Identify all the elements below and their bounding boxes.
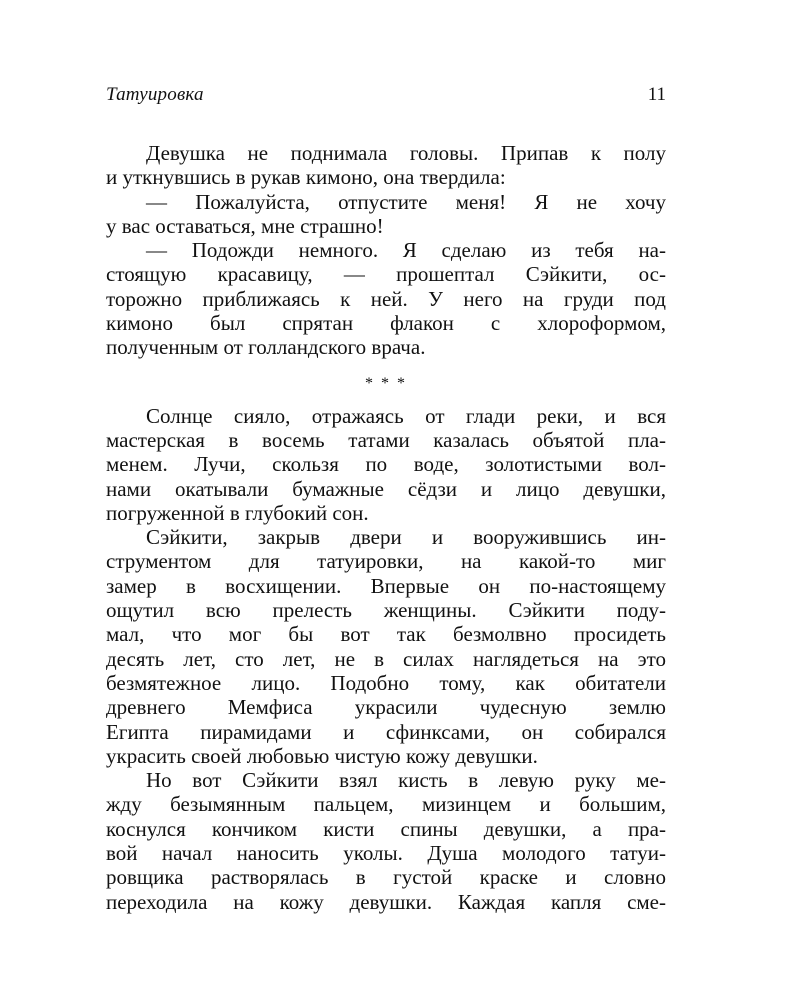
- text-line: замер в восхищении. Впервые он по-настоящему: [106, 573, 666, 598]
- text-line: десять лет, сто лет, не в силах наглядеться на это: [106, 646, 666, 671]
- text-line: коснулся кончиком кисти спины девушки, а пра-: [106, 816, 666, 841]
- text-line: струментом для татуировки, на какой-то миг: [106, 549, 666, 574]
- text-line: древнего Мемфиса украсили чудесную землю: [106, 695, 666, 720]
- text-line: украсить своей любовью чистую кожу девушки.: [106, 743, 538, 768]
- text-line: Египта пирамидами и сфинксами, он собирался: [106, 719, 666, 744]
- text-line: Но вот Сэйкити взял кисть в левую руку ме-: [146, 768, 666, 793]
- text-line: менем. Лучи, скользя по воде, золотистыми вол-: [106, 452, 666, 477]
- body-text: [106, 141, 666, 914]
- text-line: переходила на кожу девушки. Каждая капля сме-: [106, 889, 666, 914]
- text-line: Солнце сияло, отражаясь от глади реки, и вся: [146, 403, 666, 428]
- text-line: и уткнувшись в рукав кимоно, она твердила:: [106, 165, 506, 190]
- section-separator: * * *: [365, 374, 407, 392]
- text-line: безмятежное лицо. Подобно тому, как обитатели: [106, 670, 666, 695]
- running-header: [106, 82, 666, 108]
- text-line: торожно приближаясь к ней. У него на груди под: [106, 286, 666, 311]
- chapter-title: Татуировка: [106, 84, 204, 105]
- text-line: вой начал наносить уколы. Душа молодого татуи-: [106, 841, 666, 866]
- text-line: мал, что мог бы вот так безмолвно просидеть: [106, 622, 666, 647]
- text-section-2: [106, 404, 666, 914]
- text-line: мастерская в восемь татами казалась объятой пла-: [106, 427, 666, 452]
- text-line: ровщика растворялась в густой краске и словно: [106, 865, 666, 890]
- text-line: у вас оставаться, мне страшно!: [106, 213, 384, 238]
- text-line: жду безымянным пальцем, мизинцем и большим,: [106, 792, 666, 817]
- page-number: 11: [647, 84, 666, 105]
- text-line: нами окатывали бумажные сёдзи и лицо девушки,: [106, 476, 666, 501]
- text-line: Сэйкити, закрыв двери и вооружившись ин-: [146, 525, 666, 550]
- text-line: — Подожди немного. Я сделаю из тебя на-: [146, 238, 666, 263]
- text-line: кимоно был спрятан флакон с хлороформом,: [106, 311, 666, 336]
- text-line: стоящую красавицу, — прошептал Сэйкити, ос-: [106, 262, 666, 287]
- text-line: Девушка не поднимала головы. Припав к полу: [146, 141, 666, 165]
- text-line: ощутил всю прелесть женщины. Сэйкити поду-: [106, 598, 666, 623]
- text-line: погруженной в глубокий сон.: [106, 500, 369, 525]
- text-section-1: [106, 141, 666, 360]
- text-line: — Пожалуйста, отпустите меня! Я не хочу: [146, 189, 666, 214]
- text-line: полученным от голландского врача.: [106, 335, 426, 360]
